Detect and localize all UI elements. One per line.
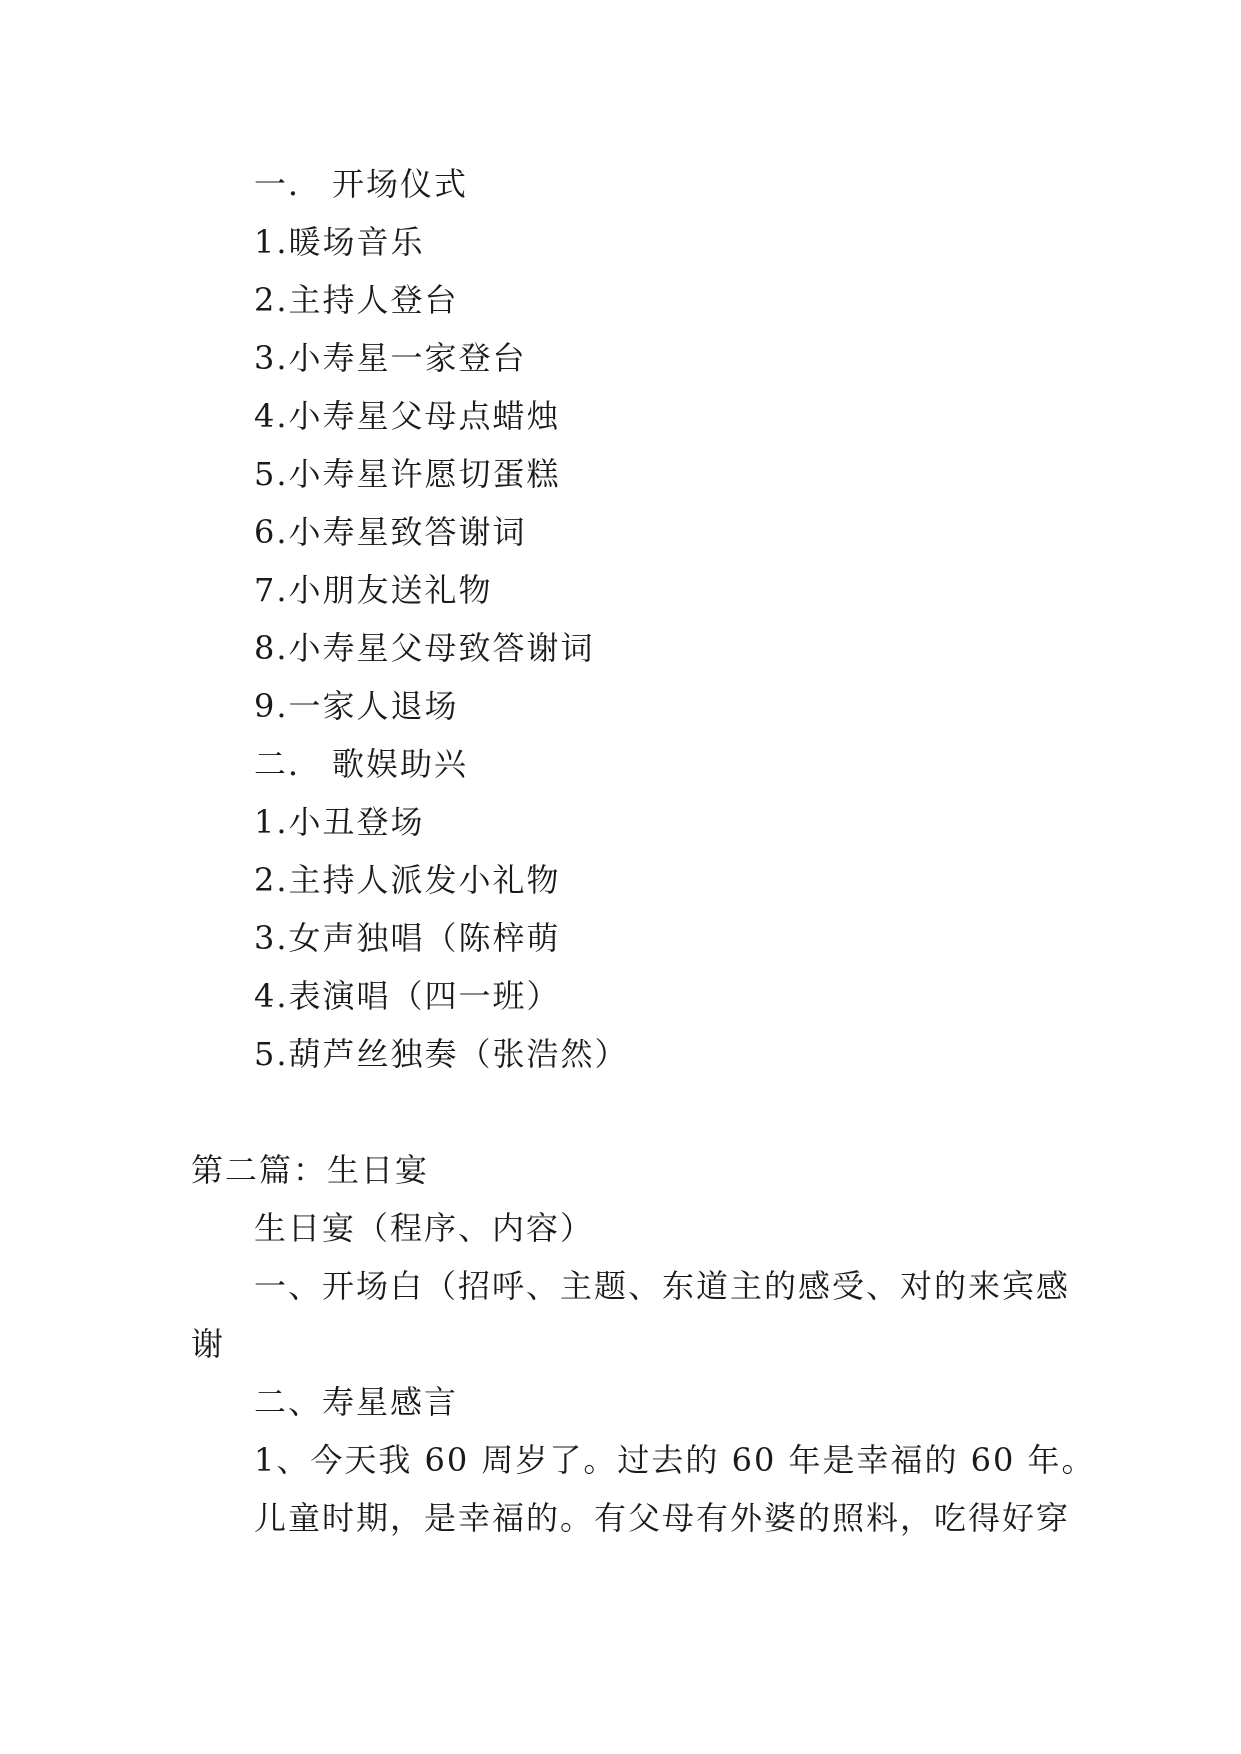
section-heading-2	[254, 744, 468, 784]
section-heading-number: 二．	[254, 745, 323, 783]
list-item: 9.一家人退场	[254, 687, 459, 725]
list-item: 8.小寿星父母致答谢词	[254, 629, 595, 667]
section-heading-number: 一．	[254, 165, 323, 203]
list-item: 3.小寿星一家登台	[254, 339, 527, 377]
section-heading-1	[254, 164, 468, 204]
chapter-title: 第二篇：生日宴	[191, 1151, 430, 1189]
paragraph-line: 儿童时期，是幸福的。有父母有外婆的照料，吃得好穿	[254, 1499, 1071, 1537]
list-item: 7.小朋友送礼物	[254, 571, 493, 609]
list-item: 1.暖场音乐	[254, 223, 425, 261]
chapter-subtitle: 生日宴（程序、内容）	[254, 1209, 595, 1247]
section-heading-text: 开场仪式	[332, 165, 469, 203]
list-item: 2.主持人登台	[254, 281, 459, 319]
paragraph-line: 谢	[191, 1325, 226, 1363]
section-heading-text: 歌娱助兴	[332, 745, 469, 783]
paragraph-line: 1、今天我 60 周岁了。过去的 60 年是幸福的 60 年。	[254, 1441, 1096, 1479]
list-item: 5.小寿星许愿切蛋糕	[254, 455, 561, 493]
list-item: 3.女声独唱（陈梓萌	[254, 919, 561, 957]
paragraph-line: 一、开场白（招呼、主题、东道主的感受、对的来宾感	[254, 1267, 1071, 1305]
list-item: 4.表演唱（四一班）	[254, 977, 561, 1015]
paragraph-line: 二、寿星感言	[254, 1383, 459, 1421]
list-item: 6.小寿星致答谢词	[254, 513, 527, 551]
list-item: 2.主持人派发小礼物	[254, 861, 561, 899]
list-item: 4.小寿星父母点蜡烛	[254, 397, 561, 435]
list-item: 1.小丑登场	[254, 803, 425, 841]
list-item: 5.葫芦丝独奏（张浩然）	[254, 1035, 629, 1073]
